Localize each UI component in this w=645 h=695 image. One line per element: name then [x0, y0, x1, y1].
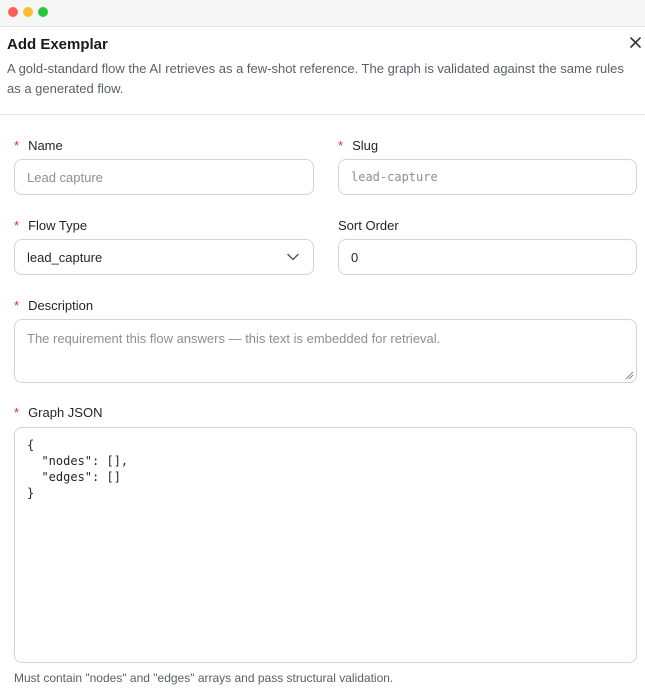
- close-button[interactable]: [626, 33, 645, 53]
- window-titlebar: [0, 0, 645, 27]
- slug-input[interactable]: [338, 159, 637, 195]
- name-placeholder: Lead capture: [27, 169, 103, 185]
- window-close-button[interactable]: [8, 7, 18, 17]
- resize-handle-icon[interactable]: [625, 371, 634, 380]
- required-marker: *: [338, 138, 344, 153]
- window-minimize-button[interactable]: [23, 7, 33, 17]
- slug-label: [338, 138, 378, 153]
- header-divider: [0, 114, 645, 115]
- slug-label-text: Slug: [352, 138, 379, 153]
- required-marker: *: [14, 298, 20, 313]
- name-input[interactable]: [14, 159, 314, 195]
- name-label-text: Name: [28, 138, 63, 153]
- flow-type-label-text: Flow Type: [28, 218, 88, 233]
- flow-type-value: lead_capture: [27, 249, 103, 265]
- required-marker: *: [14, 218, 20, 233]
- dialog-description: A gold-standard flow the AI retrieves as a few-shot reference. The graph is validated against the same rules as a generated flow.: [7, 61, 624, 96]
- required-marker: *: [14, 138, 20, 153]
- sort-order-input[interactable]: [338, 239, 637, 275]
- graph-json-label: [14, 405, 102, 420]
- sort-order-label-text: Sort Order: [338, 218, 399, 233]
- chevron-down-icon: [287, 253, 299, 261]
- description-label-text: Description: [28, 298, 94, 313]
- required-marker: *: [14, 405, 20, 420]
- sort-order-label: [338, 218, 399, 233]
- description-textarea[interactable]: [14, 319, 637, 383]
- description-placeholder: The requirement this flow answers — this text is embedded for retrieval.: [27, 331, 441, 346]
- graph-json-code: { "nodes": [], "edges": [] }: [27, 438, 129, 500]
- graph-json-help-text: Must contain "nodes" and "edges" arrays and pass structural validation.: [14, 671, 394, 685]
- window-maximize-button[interactable]: [38, 7, 48, 17]
- dialog-title: Add Exemplar: [7, 36, 108, 53]
- sort-order-value: 0: [351, 249, 359, 265]
- graph-json-editor[interactable]: [14, 427, 637, 663]
- name-label: [14, 138, 63, 153]
- slug-placeholder: lead-capture: [351, 170, 438, 184]
- graph-json-label-text: Graph JSON: [28, 405, 103, 420]
- close-icon: [626, 33, 645, 53]
- flow-type-select[interactable]: [14, 239, 314, 275]
- flow-type-label: [14, 218, 87, 233]
- description-label: [14, 298, 93, 313]
